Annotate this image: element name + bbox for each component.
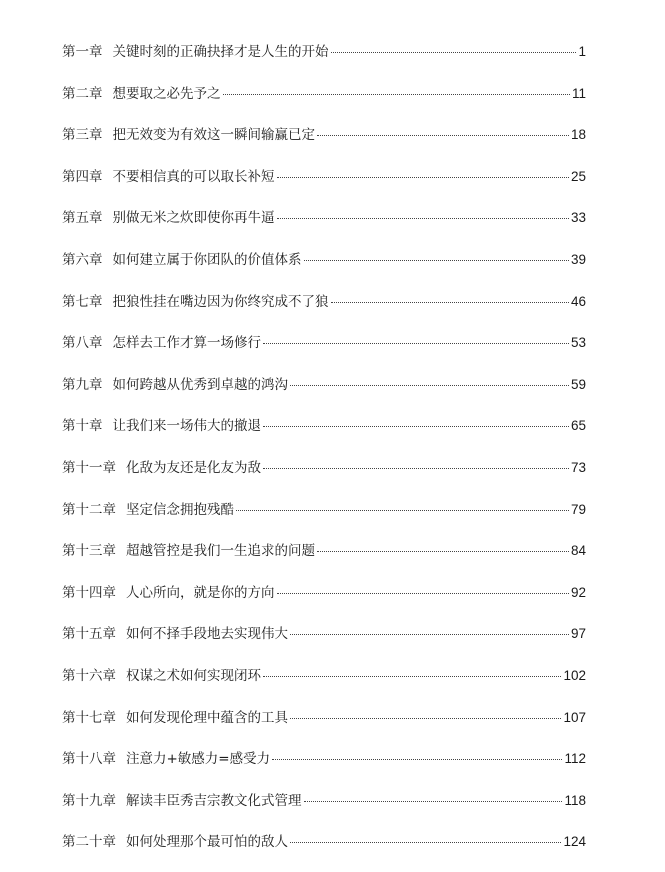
chapter-title: 不要相信真的可以取长补短 xyxy=(112,168,275,185)
chapter-title: 坚定信念拥抱残酷 xyxy=(126,501,234,518)
page-number: 73 xyxy=(570,459,586,475)
chapter-title: 让我们来一场伟大的撤退 xyxy=(112,418,261,435)
dot-leader xyxy=(223,94,570,95)
chapter-number: 第十一章 xyxy=(62,459,116,476)
dot-leader xyxy=(277,177,569,178)
chapter-number: 第十二章 xyxy=(62,501,116,518)
chapter-number: 第十六章 xyxy=(62,667,116,684)
page-number: 84 xyxy=(570,543,586,559)
toc-entry[interactable] xyxy=(62,165,586,207)
chapter-title: 把狼性挂在嘴边因为你终究成不了狼 xyxy=(112,293,329,310)
dot-leader xyxy=(272,759,562,760)
toc-entry[interactable] xyxy=(62,248,586,290)
toc-entry[interactable] xyxy=(62,290,586,332)
chapter-number: 第十四章 xyxy=(62,584,116,601)
chapter-number: 第十三章 xyxy=(62,543,116,560)
page-number: 53 xyxy=(570,335,586,351)
page-number: 79 xyxy=(570,501,586,517)
page-number: 1 xyxy=(578,44,586,59)
toc-entry[interactable] xyxy=(62,747,586,789)
toc-entry[interactable] xyxy=(62,581,586,623)
chapter-number: 第六章 xyxy=(62,251,103,268)
page-number: 92 xyxy=(570,584,586,600)
page-number: 46 xyxy=(570,293,586,309)
dot-leader xyxy=(277,593,569,594)
chapter-title: 如何跨越从优秀到卓越的鸿沟 xyxy=(112,376,288,393)
chapter-number: 第十五章 xyxy=(62,626,116,643)
chapter-title: 如何建立属于你团队的价值体系 xyxy=(112,251,302,268)
toc-entry[interactable] xyxy=(62,40,586,82)
chapter-number: 第九章 xyxy=(62,376,103,393)
chapter-title: 如何处理那个最可怕的敌人 xyxy=(126,834,288,851)
page-number: 65 xyxy=(570,418,586,434)
toc-entry[interactable] xyxy=(62,789,586,831)
dot-leader xyxy=(290,385,569,386)
toc-entry[interactable] xyxy=(62,498,586,540)
toc-entry[interactable] xyxy=(62,123,586,165)
chapter-number: 第十七章 xyxy=(62,709,116,726)
dot-leader xyxy=(290,718,561,719)
toc-entry[interactable] xyxy=(62,622,586,664)
toc-entry[interactable] xyxy=(62,539,586,581)
toc-entry[interactable] xyxy=(62,331,586,373)
page-number: 97 xyxy=(570,626,586,642)
chapter-number: 第十九章 xyxy=(62,792,116,809)
toc-entry[interactable] xyxy=(62,456,586,498)
chapter-number: 第十八章 xyxy=(62,751,116,768)
toc-entry[interactable] xyxy=(62,706,586,748)
chapter-number: 第一章 xyxy=(62,44,103,60)
toc-entry[interactable] xyxy=(62,830,586,872)
chapter-number: 第十章 xyxy=(62,418,103,435)
dot-leader xyxy=(290,634,569,635)
chapter-number: 第三章 xyxy=(62,127,103,144)
toc-entry[interactable] xyxy=(62,206,586,248)
dot-leader xyxy=(263,676,561,677)
toc-entry[interactable] xyxy=(62,414,586,456)
table-of-contents xyxy=(62,40,586,872)
chapter-number: 第四章 xyxy=(62,168,103,185)
page-number: 112 xyxy=(564,751,586,767)
chapter-title: 如何发现伦理中蕴含的工具 xyxy=(126,709,288,726)
toc-entry[interactable] xyxy=(62,373,586,415)
page-number: 11 xyxy=(571,85,586,101)
chapter-number: 第五章 xyxy=(62,210,103,227)
dot-leader xyxy=(317,551,569,552)
chapter-title: 把无效变为有效这一瞬间输赢已定 xyxy=(112,127,315,144)
chapter-title: 权谋之术如何实现闭环 xyxy=(126,667,261,684)
dot-leader xyxy=(304,260,569,261)
chapter-number: 第二章 xyxy=(62,85,103,102)
chapter-title: 人心所向，就是你的方向 xyxy=(126,584,275,601)
page-number: 124 xyxy=(563,834,586,850)
chapter-title: 想要取之必先予之 xyxy=(112,85,221,102)
page-number: 39 xyxy=(570,251,586,267)
dot-leader xyxy=(331,302,569,303)
page-number: 107 xyxy=(563,709,586,725)
dot-leader xyxy=(263,343,569,344)
toc-entry[interactable] xyxy=(62,82,586,124)
page-number: 25 xyxy=(570,168,586,184)
chapter-title: 注意力+敏感力=感受力 xyxy=(126,751,271,768)
dot-leader xyxy=(236,510,569,511)
chapter-title: 如何不择手段地去实现伟大 xyxy=(126,626,288,643)
page-number: 59 xyxy=(570,376,586,392)
dot-leader xyxy=(263,468,569,469)
chapter-title: 超越管控是我们一生追求的问题 xyxy=(126,543,315,560)
page-number: 18 xyxy=(570,127,586,143)
dot-leader xyxy=(304,801,563,802)
dot-leader xyxy=(331,52,577,53)
chapter-title: 关键时刻的正确抉择才是人生的开始 xyxy=(112,44,329,60)
page-number: 118 xyxy=(564,792,586,808)
dot-leader xyxy=(290,842,561,843)
dot-leader xyxy=(263,426,569,427)
dot-leader xyxy=(317,135,569,136)
toc-entry[interactable] xyxy=(62,664,586,706)
chapter-title: 解读丰臣秀吉宗教文化式管理 xyxy=(126,792,302,809)
dot-leader xyxy=(277,218,569,219)
chapter-number: 第二十章 xyxy=(62,834,116,851)
chapter-title: 化敌为友还是化友为敌 xyxy=(126,459,261,476)
chapter-title: 怎样去工作才算一场修行 xyxy=(112,335,261,352)
chapter-number: 第八章 xyxy=(62,335,103,352)
chapter-number: 第七章 xyxy=(62,293,103,310)
page-number: 33 xyxy=(570,210,586,226)
page-number: 102 xyxy=(563,667,586,683)
chapter-title: 别做无米之炊即使你再牛逼 xyxy=(112,210,275,227)
